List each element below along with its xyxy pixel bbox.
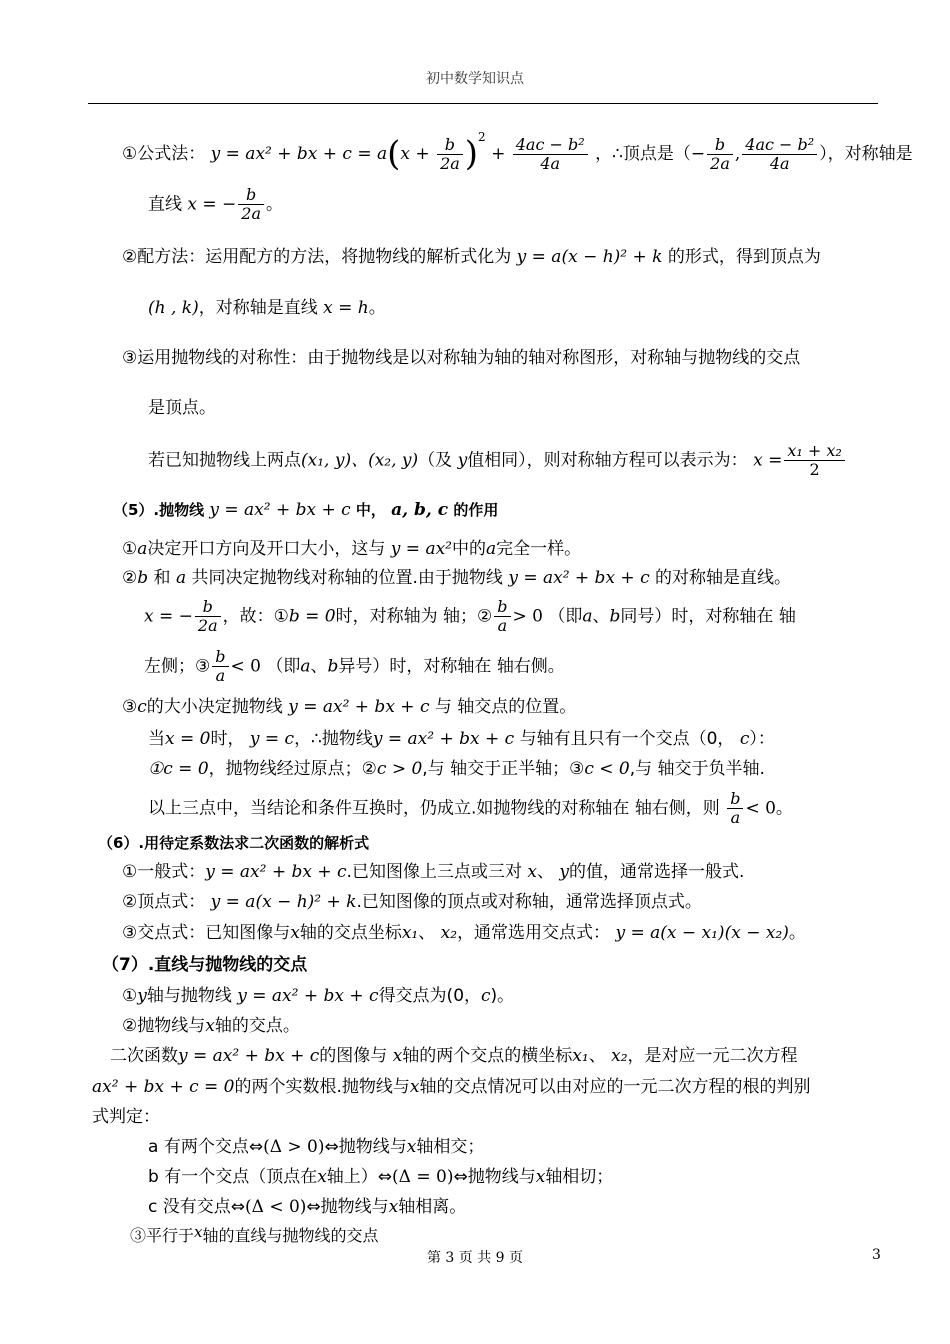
iff: ⇔ bbox=[306, 1197, 321, 1217]
page-footer: 第 3 页 共 9 页 bbox=[426, 1250, 524, 1266]
section-5-title bbox=[113, 499, 498, 521]
x-var: x bbox=[205, 1016, 215, 1036]
eq: y = ax² + bx + c bbox=[205, 862, 347, 882]
text: ）： bbox=[749, 729, 775, 749]
page-number: 3 bbox=[872, 1247, 881, 1263]
eq: y = ax² + bx + c bbox=[288, 697, 430, 717]
plus-sign: + bbox=[491, 144, 506, 164]
c-var: c bbox=[137, 697, 147, 717]
x-var: x bbox=[290, 923, 300, 943]
axis-frac: $\frac{b}{2a}$ bbox=[195, 598, 221, 635]
text: 共同决定抛物线对称轴的位置.由于抛物线 bbox=[191, 568, 503, 588]
formula-method-line2 bbox=[148, 186, 283, 223]
x-eq: x = bbox=[753, 450, 783, 471]
x-var: x bbox=[392, 1046, 403, 1066]
text: 决定开口方向及开口大小，这与 bbox=[147, 539, 386, 559]
a-var: a bbox=[300, 656, 311, 677]
text: ，抛物线经过原点；② bbox=[208, 759, 377, 779]
sec5-item3-line2 bbox=[148, 728, 775, 750]
text: 轴的交点坐标 bbox=[299, 923, 402, 943]
text: 轴的交点情况可以由对应的一元二次方程的根的判别 bbox=[419, 1077, 811, 1097]
x-var: x bbox=[527, 862, 537, 882]
text: 与 bbox=[434, 697, 452, 717]
x-var: x bbox=[317, 1167, 327, 1187]
text: 、 bbox=[310, 656, 328, 677]
x-var: x bbox=[409, 1077, 420, 1097]
ineq: > 0 bbox=[512, 606, 543, 627]
section-7-title: （7）.直线与抛物线的交点 bbox=[102, 955, 308, 975]
text: 与 bbox=[519, 729, 537, 749]
symmetry-line1: ③运用抛物线的对称性：由于抛物线是以对称轴为轴的轴对称图形，对称轴与抛物线的交点 bbox=[122, 348, 801, 368]
eq: y = ax² bbox=[390, 539, 452, 559]
eq: y = ax² + bx + c bbox=[209, 500, 351, 520]
general-form-eq: y = ax² + bx + c = a bbox=[210, 144, 388, 164]
case-c bbox=[148, 1196, 466, 1218]
completing-square-line2 bbox=[148, 297, 386, 319]
text: 时，对称轴为 bbox=[335, 606, 438, 627]
text: ① bbox=[122, 539, 138, 559]
text: 、 bbox=[418, 923, 436, 943]
b-over-2a-frac: $\frac{b}{2a}$ bbox=[437, 136, 463, 173]
section-6-title: （6）.用待定系数法求二次函数的解析式 bbox=[98, 834, 370, 852]
text: 抛物线与 bbox=[467, 1167, 536, 1187]
a-var: a bbox=[137, 539, 148, 559]
sec5-item2 bbox=[122, 567, 791, 589]
text: 轴上）⇔ bbox=[326, 1167, 393, 1187]
delta: (Δ < 0) bbox=[245, 1197, 307, 1217]
text: 抛物线与 bbox=[338, 1137, 407, 1157]
text: 完全一样。 bbox=[496, 539, 582, 559]
x2-var: x₂ bbox=[611, 1046, 628, 1066]
eq: x = 0 bbox=[165, 729, 211, 749]
symmetry-line3 bbox=[148, 442, 847, 479]
sec7-para-line2 bbox=[92, 1076, 811, 1098]
x-var: x bbox=[194, 1223, 203, 1241]
sec7-para-line3: 式判定： bbox=[92, 1107, 160, 1127]
text: 以上三点中，当结论和条件互换时，仍成立.如抛物线的对称轴在 bbox=[148, 798, 630, 819]
text: 轴右侧。 bbox=[496, 656, 565, 677]
text: 中的 bbox=[452, 539, 486, 559]
b-var: b bbox=[137, 568, 149, 588]
text: 轴的交点。 bbox=[214, 1016, 300, 1036]
text: 二次函数 bbox=[110, 1046, 178, 1066]
b-over-a-frac: $\frac{b}{a}$ bbox=[212, 648, 228, 685]
text: 轴相离。 bbox=[398, 1197, 467, 1217]
text: .已知图像的顶点或对称轴，通常选择顶点式。 bbox=[356, 892, 702, 912]
text: 轴的两个交点的横坐标 bbox=[402, 1046, 573, 1066]
c-var: c bbox=[481, 986, 491, 1006]
text: 轴右侧，则 bbox=[634, 798, 720, 819]
eq: c > 0 bbox=[376, 759, 423, 779]
text: ①一般式： bbox=[122, 862, 206, 882]
text: ② bbox=[122, 568, 138, 588]
abc: a, b, c bbox=[391, 500, 449, 520]
eq: y = ax² + bx + c bbox=[508, 568, 650, 588]
ineq: < 0 bbox=[230, 656, 261, 677]
case-b bbox=[148, 1166, 613, 1188]
delta: (Δ > 0) bbox=[263, 1137, 325, 1157]
eq: y = ax² + bx + c bbox=[178, 1046, 320, 1066]
x1-var: x₁ bbox=[572, 1046, 589, 1066]
iff: ⇔ bbox=[324, 1137, 339, 1157]
page-header: 初中数学知识点 bbox=[426, 71, 524, 87]
axis-frac: $\frac{b}{2a}$ bbox=[238, 186, 264, 223]
text: 轴交于负半轴. bbox=[657, 759, 765, 779]
eq: b = 0 bbox=[288, 606, 336, 627]
axis-is-text: ），对称轴是 bbox=[819, 144, 913, 164]
text: ,与 bbox=[629, 759, 653, 779]
ineq: < 0。 bbox=[745, 798, 793, 819]
text: ③交点式：已知图像与 bbox=[122, 923, 291, 943]
text: .已知图像上三点或三对 bbox=[346, 862, 522, 882]
text: 、 bbox=[588, 1046, 606, 1066]
text: 左侧；③ bbox=[144, 656, 211, 677]
x1-var: x₁ bbox=[401, 923, 419, 943]
eq: ax² + bx + c = 0 bbox=[92, 1077, 235, 1097]
sec7-item2 bbox=[122, 1015, 300, 1037]
sec5-item3 bbox=[122, 696, 576, 718]
text: )。 bbox=[490, 986, 515, 1006]
text: 的图像与 bbox=[319, 1046, 388, 1066]
completing-square-text: ②配方法：运用配方的方法，将抛物线的解析式化为 bbox=[122, 247, 512, 267]
text: ，故：① bbox=[222, 606, 289, 627]
text: c 没有交点⇔ bbox=[148, 1197, 245, 1217]
eq: y = ax² + bx + c bbox=[237, 986, 379, 1006]
text: ，是对应一元二次方程 bbox=[627, 1046, 798, 1066]
vertex-y-frac: $\frac{\text{4ac − b²}}{4a}$ bbox=[742, 136, 817, 173]
text: 同号）时，对称轴在 bbox=[620, 606, 774, 627]
c-var: c bbox=[739, 729, 750, 749]
text: 值相同），则对称轴方程可以表示为： bbox=[467, 450, 748, 471]
text: ③ bbox=[122, 697, 138, 717]
sec5-item3-line3 bbox=[148, 758, 765, 780]
discriminant-frac: $\frac{\text{4ac − b²}}{4a}$ bbox=[513, 136, 588, 173]
text: ，通常选用交点式： bbox=[457, 923, 611, 943]
text: 的两个实数根.抛物线与 bbox=[234, 1077, 410, 1097]
text: 轴的直线与抛物线的交点 bbox=[202, 1226, 379, 1245]
eq: y = a(x − x₁)(x − x₂) bbox=[615, 923, 789, 943]
eq: y = a(x − h)² + k bbox=[210, 892, 357, 912]
text: 轴交点的位置。 bbox=[457, 697, 577, 717]
text: ③平行于 bbox=[130, 1226, 195, 1245]
sec6-item3 bbox=[122, 922, 806, 944]
text: 的对称轴是直线。 bbox=[655, 568, 792, 588]
text: 的大小决定抛物线 bbox=[146, 697, 283, 717]
x-eq-h: x = h bbox=[323, 298, 369, 318]
completing-square-tail: 的形式，得到顶点为 bbox=[667, 247, 821, 267]
eq: ①c = 0 bbox=[148, 759, 209, 779]
a-var: a bbox=[175, 568, 187, 588]
text: 的作用 bbox=[453, 501, 499, 519]
text: 、 bbox=[536, 862, 554, 882]
text: 轴相交； bbox=[416, 1137, 485, 1157]
a-var: a bbox=[486, 539, 497, 559]
sec6-item2 bbox=[122, 891, 702, 913]
vertex-hk: (h , k) bbox=[148, 298, 199, 318]
text: 若已知抛物线上两点 bbox=[148, 450, 301, 471]
text: ②抛物线与 bbox=[122, 1016, 206, 1036]
axis-eq: x = − bbox=[187, 194, 237, 215]
text: （5）.抛物线 bbox=[113, 501, 205, 519]
text: ,与 bbox=[422, 759, 445, 779]
y-var: y bbox=[137, 986, 147, 1006]
text: ① bbox=[122, 986, 138, 1006]
text: ②顶点式： bbox=[122, 892, 206, 912]
text: 时， bbox=[210, 729, 245, 749]
sec7-para-line1 bbox=[110, 1045, 798, 1067]
eq: y = ax² + bx + c bbox=[372, 729, 515, 749]
sec5-item2-line3 bbox=[144, 648, 565, 685]
x-plus: x + bbox=[400, 144, 430, 164]
line-word: 直线 bbox=[148, 194, 182, 215]
text: 轴交于正半轴；③ bbox=[450, 759, 585, 779]
period: 。 bbox=[266, 194, 284, 215]
delta: (Δ = 0) bbox=[392, 1167, 454, 1187]
eq: c < 0 bbox=[584, 759, 630, 779]
text: 得交点为(0， bbox=[378, 986, 482, 1006]
vertex-x-frac: $\frac{b}{2a}$ bbox=[707, 136, 733, 173]
x2-var: x₂ bbox=[440, 923, 458, 943]
eq: x = − bbox=[144, 606, 193, 627]
axis-text: ，对称轴是直线 bbox=[198, 298, 318, 318]
midpoint-frac: $\frac{\text{x₁ + x₂}}{2}$ bbox=[784, 442, 844, 479]
sec6-item1 bbox=[122, 861, 744, 883]
sec7-item1 bbox=[122, 985, 514, 1007]
text: a 有两个交点⇔ bbox=[148, 1137, 264, 1157]
text: 轴相切； bbox=[545, 1167, 614, 1187]
text: 轴有且只有一个交点（0， bbox=[536, 729, 735, 749]
text: ，∴抛物线 bbox=[294, 729, 373, 749]
b-over-a-frac: $\frac{b}{a}$ bbox=[494, 598, 510, 635]
text: 异号）时，对称轴在 bbox=[338, 656, 492, 677]
b-var: b bbox=[327, 656, 339, 677]
completing-square-line bbox=[122, 246, 821, 268]
text: 轴 bbox=[778, 606, 796, 627]
case-a bbox=[148, 1136, 484, 1158]
vertex-is-text: ，∴顶点是（− bbox=[595, 144, 706, 164]
x-var: x bbox=[535, 1167, 546, 1187]
x-var: x bbox=[388, 1197, 399, 1217]
text: 轴；② bbox=[443, 606, 493, 627]
formula-method-line bbox=[122, 126, 913, 173]
text: 轴与抛物线 bbox=[146, 986, 232, 1006]
symmetry-line2: 是顶点。 bbox=[148, 398, 216, 418]
text: （即 bbox=[548, 606, 583, 627]
text: 和 bbox=[153, 568, 171, 588]
text: 、 bbox=[592, 606, 610, 627]
left-paren: ( bbox=[387, 134, 401, 174]
formula-method-label: ①公式法： bbox=[122, 144, 206, 164]
text: 当 bbox=[148, 729, 165, 749]
text: 。 bbox=[788, 923, 806, 943]
right-paren: ) bbox=[464, 134, 479, 174]
text: 抛物线与 bbox=[320, 1197, 389, 1217]
sec5-item2-line2 bbox=[144, 598, 796, 635]
sec5-item1 bbox=[122, 538, 581, 560]
b-var: b bbox=[609, 606, 621, 627]
sec5-item3-line4 bbox=[148, 790, 793, 827]
text: b 有一个交点（顶点在 bbox=[148, 1167, 318, 1187]
period: 。 bbox=[368, 298, 386, 318]
text: 中， bbox=[355, 501, 386, 519]
two-points: (x₁, y)、(x₂, y) bbox=[301, 450, 419, 471]
y-var: y bbox=[457, 450, 468, 471]
eq: y = c bbox=[249, 729, 295, 749]
text: （及 bbox=[418, 450, 453, 471]
a-var: a bbox=[582, 606, 593, 627]
square-exponent: 2 bbox=[478, 130, 486, 144]
b-over-a-frac: $\frac{b}{a}$ bbox=[727, 790, 743, 827]
text: 的值，通常选择一般式. bbox=[568, 862, 745, 882]
text: （即 bbox=[266, 656, 301, 677]
y-var: y bbox=[559, 862, 569, 882]
sec7-item3 bbox=[130, 1221, 379, 1247]
x-var: x bbox=[406, 1137, 417, 1157]
comma: , bbox=[734, 144, 741, 164]
vertex-form-eq: y = a(x − h)² + k bbox=[516, 247, 663, 267]
header-rule bbox=[88, 103, 878, 104]
iff: ⇔ bbox=[453, 1167, 468, 1187]
